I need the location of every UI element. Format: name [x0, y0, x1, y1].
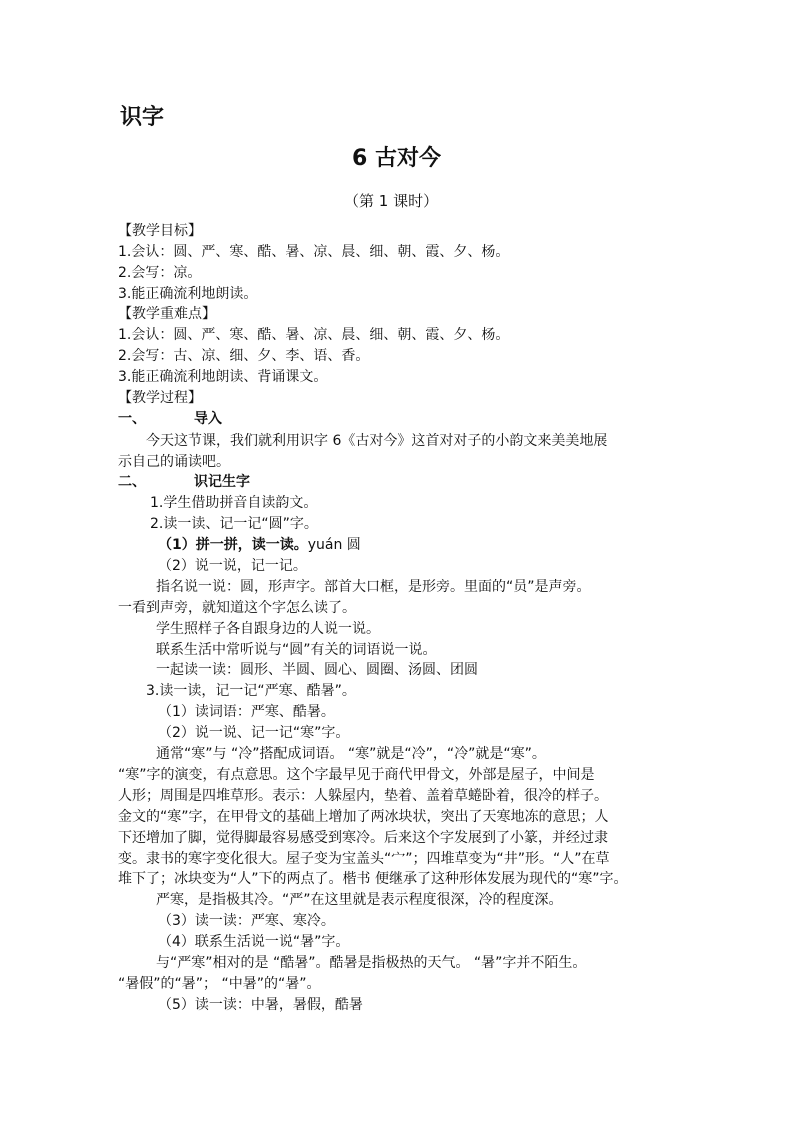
section-heading-intro [118, 409, 222, 429]
key-point-item: 1.会认：圆、严、寒、酷、暑、凉、晨、细、朝、霞、夕、杨。 [118, 327, 510, 343]
key-point-item: 2.会写：古、凉、细、夕、李、语、香。 [118, 348, 370, 364]
paragraph-line: 指名说一说：圆，形声字。部首大口框，是形旁。里面的“员”是声旁。 [156, 579, 591, 595]
paragraph-line: 与“严寒”相对的是 “酷暑”。酷暑是指极热的天气。 “暑”字并不陌生。 [156, 955, 587, 971]
goal-item: 1.会认：圆、严、寒、酷、暑、凉、晨、细、朝、霞、夕、杨。 [118, 244, 510, 260]
sub-step-item: （2）说一说，记一记。 [158, 558, 307, 574]
goals-heading: 【教学目标】 [118, 223, 202, 239]
sub-step-item [158, 535, 361, 555]
paragraph-line: 学生照样子各自跟身边的人说一说。 [156, 621, 380, 637]
paragraph-line: 通常“寒”与 “冷”搭配成词语。 “寒”就是“冷”，“冷”就是“寒”。 [156, 746, 546, 762]
paragraph-line: 一看到声旁，就知道这个字怎么读了。 [118, 600, 356, 616]
section-heading-text: 导入 [194, 411, 222, 427]
goal-item: 3.能正确流利地朗读。 [118, 286, 258, 302]
section-title: 识字 [120, 105, 165, 130]
paragraph-line: 示自己的诵读吧。 [118, 454, 230, 470]
paragraph-line: 今天这节课，我们就利用识字 6《古对今》这首对对子的小韵文来美美地展 [146, 433, 608, 449]
sub-step-item: （3）读一读：严寒、寒冷。 [158, 913, 335, 929]
sub-step-item: （4）联系生活说一说“暑”字。 [158, 934, 350, 950]
section-number: 一、 [118, 411, 146, 427]
paragraph-line: 金文的“寒”字，在甲骨文的基础上增加了两冰块状，突出了天寒地冻的意思；人 [118, 809, 609, 825]
key-points-heading: 【教学重难点】 [118, 306, 216, 322]
pinyin-annotation: yuán 圆 [307, 537, 361, 553]
paragraph-line: “寒”字的演变，有点意思。这个字最早见于商代甲骨文，外部是屋子，中间是 [118, 767, 595, 783]
paragraph-line: 变。隶书的寒字变化很大。屋子变为宝盖头“宀”；四堆草变为“井”形。“人”在草 [118, 851, 610, 867]
key-point-item: 3.能正确流利地朗读、背诵课文。 [118, 369, 328, 385]
paragraph-line: 严寒，是指极其冷。“严”在这里就是表示程度很深，冷的程度深。 [156, 892, 563, 908]
sub-step-item: （5）读一读：中暑，暑假，酷暑 [158, 997, 363, 1013]
sub-step-label: （1）拼一拼，读一读。 [158, 537, 308, 553]
step-item: 1.学生借助拼音自读韵文。 [150, 495, 318, 511]
paragraph-line: 堆下了；冰块变为“人”下的两点了。楷书 便继承了这种形体发展为现代的“寒”字。 [118, 871, 628, 887]
lesson-subtitle: （第 1 课时） [344, 192, 439, 210]
paragraph-line: 联系生活中常听说与“圆”有关的词语说一说。 [156, 642, 437, 658]
sub-step-item: （1）读词语：严寒、酷暑。 [158, 704, 335, 720]
step-item: 3.读一读，记一记“严寒、酷暑”。 [146, 683, 356, 699]
paragraph-line: “暑假”的“暑”； “中暑”的“暑”。 [118, 976, 321, 992]
section-heading-characters [118, 472, 250, 492]
step-item: 2.读一读、记一记“圆”字。 [150, 516, 318, 532]
sub-step-item: （2）说一说、记一记“寒”字。 [158, 725, 350, 741]
lesson-title: 6 古对今 [352, 146, 441, 171]
paragraph-line: 一起读一读：圆形、半圆、圆心、圆圈、汤圆、团圆 [156, 662, 478, 678]
paragraph-line: 下还增加了脚，觉得脚最容易感受到寒冷。后来这个字发展到了小篆，并经过隶 [118, 830, 608, 846]
paragraph-line: 人形；周围是四堆草形。表示：人躲屋内，垫着、盖着草蜷卧着，很冷的样子。 [118, 788, 608, 804]
process-heading: 【教学过程】 [118, 390, 202, 406]
section-number: 二、 [118, 474, 146, 490]
section-heading-text: 识记生字 [194, 474, 250, 490]
goal-item: 2.会写：凉。 [118, 265, 202, 281]
